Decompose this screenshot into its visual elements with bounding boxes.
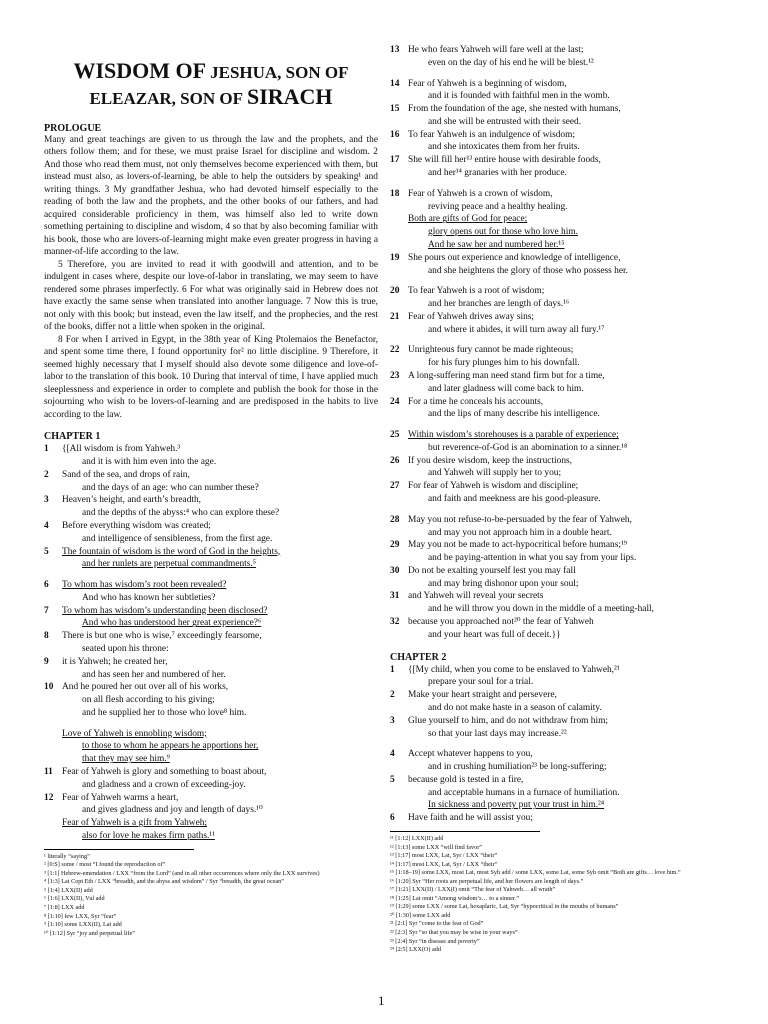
verse-number: 19 — [390, 252, 400, 263]
verse-line: and Yahweh will supply her to you; — [428, 468, 562, 479]
title-part: ELEAZAR, SON OF — [89, 89, 243, 109]
verse-number — [390, 787, 408, 800]
verse-number — [390, 90, 408, 103]
verse-number: 5 — [44, 546, 49, 557]
footnote: ²³ [2:4] Syr “in disease and poverty” — [390, 937, 480, 945]
verse-line: Unrighteous fury cannot be made righteous; — [408, 345, 574, 356]
verse-number — [390, 702, 408, 715]
verse-number: 2 — [390, 690, 395, 701]
book-title — [44, 58, 378, 111]
spacer — [44, 571, 378, 579]
spacer — [390, 740, 726, 748]
verse-number — [44, 669, 62, 682]
verse-number — [44, 507, 62, 520]
footnote: ⁹ [1:10] some LXX(II), Lat add — [44, 921, 122, 929]
verse — [44, 520, 378, 546]
verse-number: 22 — [390, 345, 400, 356]
footnote-rule — [390, 831, 540, 832]
verse-line: and she heightens the glory of those who possess her. — [428, 265, 628, 276]
verse-line: Fear of Yahweh is a crown of wisdom, — [408, 188, 553, 199]
verse-number: 16 — [390, 129, 400, 140]
verse-line: to those to whom he appears he apportions her, — [82, 741, 259, 752]
verse-line: For a time he conceals his accounts, — [408, 396, 544, 407]
verse-number — [390, 676, 408, 689]
verse-number: 27 — [390, 481, 400, 492]
verse — [390, 285, 726, 311]
verse-line: Fear of Yahweh drives away sins; — [408, 311, 535, 322]
prologue-heading: PROLOGUE — [44, 122, 102, 134]
verse — [44, 469, 378, 495]
spacer — [390, 180, 726, 188]
verse-number — [390, 442, 408, 455]
footnote: ² [0:S] some / most “I found the reproduction of” — [44, 861, 166, 869]
verse-line: and her runlets are perpetual commandments.⁵ — [82, 559, 257, 570]
verse-line: Fear of Yahweh is a gift from Yahweh; — [62, 818, 208, 829]
verse — [390, 252, 726, 278]
verse-number: 20 — [390, 286, 400, 297]
verse-number — [44, 779, 62, 792]
verse-line: If you desire wisdom, keep the instructions, — [408, 455, 573, 466]
verse — [44, 605, 378, 631]
verse-line: And he poured her out over all of his works, — [62, 682, 229, 693]
verse-line: And who has understood her great experience?⁶ — [82, 618, 262, 629]
verse — [390, 344, 726, 370]
verse-number — [44, 817, 62, 830]
verse-number: 1 — [44, 444, 49, 455]
verse-line: Accept whatever happens to you, — [408, 749, 533, 760]
verse-number — [44, 804, 62, 817]
footnote: ¹² [1:13] some LXX “will find favor” — [390, 843, 483, 851]
verse — [390, 370, 726, 396]
verse-number: 18 — [390, 188, 400, 199]
title-part: SIRACH — [246, 84, 333, 110]
verse-line: and she will be entrusted with their seed. — [428, 116, 582, 127]
prologue-paragraph: 8 For when I arrived in Egypt, in the 38th year of King Ptolemaios the Benefactor, and spent some time there, I found opportunity for² no little discipline. 9 Therefore, it seemed highly necessary that I myself should also devote some diligence and love-of-labor to the translation of this book. 10 During that interval of time, I have applied much sleeplessness and experience in order to complete and publish the book for those in the sojourning who wish to be lovers-of-learning and are predisposed in the habits to live according to the law. — [44, 334, 378, 420]
verse-number: 32 — [390, 617, 400, 628]
verse — [390, 774, 726, 812]
verse-line: that they may see him.⁹ — [82, 754, 170, 765]
verse-line: reviving peace and a healthy healing. — [428, 201, 568, 212]
verse-number — [390, 57, 408, 70]
verse — [44, 579, 378, 605]
verse-number — [44, 558, 62, 571]
verse-line: Make your heart straight and persevere, — [408, 690, 557, 701]
verse-line: Fear of Yahweh is glory and something to boast about, — [62, 767, 267, 778]
verse-number — [390, 578, 408, 591]
verse-number — [44, 830, 62, 843]
verse-line: Heaven’s height, and earth’s breadth, — [62, 495, 202, 506]
verse-number: 7 — [44, 605, 49, 616]
verse-number: 11 — [44, 767, 53, 778]
verse-line: and the lips of many describe his intelligence. — [428, 409, 600, 420]
footnote: ³ [1:1] Hebrew-emendation / LXX “from the Lord” (and in all other occurrences where only the LXX survives) — [44, 869, 320, 877]
verse-number — [390, 493, 408, 506]
verse-line: because gold is tested in a fire, — [408, 774, 524, 785]
verse-number — [44, 456, 62, 469]
verse-line: To fear Yahweh is an indulgence of wisdom; — [408, 129, 576, 140]
verse-line: {[My child, when you come to be enslaved to Yahweh,²¹ — [408, 664, 620, 675]
verse-line: Glue yourself to him, and do not withdraw from him; — [408, 715, 608, 726]
verse-number — [44, 740, 62, 753]
verse-line: She pours out experience and knowledge of intelligence, — [408, 252, 621, 263]
footnote: ⁸ [1:10] few LXX, Syr “fear” — [44, 912, 117, 920]
verse — [390, 103, 726, 129]
verse — [44, 728, 378, 766]
footnote: ²⁰ [1:30] some LXX add — [390, 911, 451, 919]
verse-line: And he saw her and numbered her.¹⁵ — [428, 239, 565, 250]
verse-number — [390, 383, 408, 396]
verse-line: and her branches are length of days.¹⁶ — [428, 299, 570, 310]
verse-number — [390, 467, 408, 480]
verse-number — [390, 298, 408, 311]
verse-number — [390, 226, 408, 239]
verse-number — [44, 533, 62, 546]
verse-number: 10 — [44, 682, 54, 693]
verse-line: and acceptable humans in a furnace of humiliation. — [428, 787, 620, 798]
verse — [390, 689, 726, 715]
verse-list — [390, 664, 726, 825]
verse-line: He who fears Yahweh will fare well at the last; — [408, 45, 584, 55]
verse-number — [390, 728, 408, 741]
verse — [390, 715, 726, 741]
verse-line: To fear Yahweh is a root of wisdom; — [408, 286, 545, 297]
verse-line: To whom has wisdom’s root been revealed? — [62, 580, 227, 591]
verse-number: 14 — [390, 78, 400, 89]
footnote: ¹⁹ [1:29] some LXX / some Lat, hexaplaric, Lat, Syr “hypocritical in the mouths of humans” — [390, 903, 619, 911]
verse-line: and Yahweh will reveal your secrets — [408, 591, 544, 602]
verse — [390, 812, 726, 825]
verse-line: it is Yahweh; he created her, — [62, 656, 168, 667]
verse-number — [390, 265, 408, 278]
verse-number — [390, 629, 408, 642]
verse-line: and it is with him even into the age. — [82, 457, 217, 468]
verse-line: Love of Yahweh is ennobling wisdom; — [62, 728, 207, 739]
verse-line: and faith and meekness are his good-pleasure. — [428, 494, 601, 504]
footnote-rule — [44, 849, 194, 850]
footnote: ¹³ [1:17] most LXX, Lat, Syr / LXX “their” — [390, 852, 498, 860]
verse-number — [44, 694, 62, 707]
verse — [390, 188, 726, 252]
verse-line: and he will throw you down in the middle of a meeting-hall, — [428, 604, 654, 615]
verse-line: and she intoxicates them from her fruits. — [428, 142, 580, 153]
verse — [44, 630, 378, 656]
verse-number: 9 — [44, 656, 49, 667]
verse — [390, 590, 726, 616]
verse-line: and in crushing humiliation²³ be long-suffering; — [428, 762, 607, 773]
verse-line: so that your last days may increase.²² — [428, 728, 567, 739]
spacer — [390, 421, 726, 429]
verse-number: 5 — [390, 774, 395, 785]
verse-number — [390, 116, 408, 129]
verse-line: May you not be made to act-hypocritical before humans;¹⁹ — [408, 540, 628, 551]
verse-number: 6 — [390, 813, 395, 824]
footnote: ¹ literally “saying” — [44, 852, 90, 860]
verse-list — [390, 44, 726, 642]
prologue-paragraph: 5 Therefore, you are invited to read it with goodwill and attention, and to be indulgent in cases where, despite our love-of-labor in translating, we may seem to have rendered some phrases imperfectly. 6 For what was originally said in Hebrew does not have exactly the same sense when translated into another language. 7 Now this is true, not only with this book; but instead, even the law itself, and the prophecies, and the rest of the books, differ not a little when spoken in the original. — [44, 259, 378, 333]
verse-line: Within wisdom’s storehouses is a parable of experience; — [408, 430, 619, 441]
footnotes — [390, 835, 726, 955]
chapter-heading: CHAPTER 2 — [390, 651, 447, 663]
spacer — [390, 277, 726, 285]
verse — [390, 616, 726, 642]
verse-number — [44, 707, 62, 720]
verse-line: and the days of an age: who can number these? — [82, 482, 259, 493]
verse-line: prepare your soul for a trial. — [428, 677, 534, 688]
verse-list — [44, 443, 378, 842]
verse-number: 23 — [390, 370, 400, 381]
verse-line: also for love he makes firm paths.¹¹ — [82, 830, 215, 841]
verse-number: 31 — [390, 591, 400, 602]
verse-number — [390, 213, 408, 226]
verse-line: but reverence-of-God is an abomination to a sinner.¹⁸ — [428, 442, 628, 453]
verse-line: and gives gladness and joy and length of days.¹⁰ — [82, 805, 263, 816]
verse-number: 30 — [390, 565, 400, 576]
verse-number: 2 — [44, 469, 49, 480]
verse — [390, 480, 726, 506]
footnote: ⁴ [1:3] Lat Copt Eth / LXX “breadth, and the abyss and wisdom” / Syr “breadth, the great ocean” — [44, 878, 284, 886]
verse-line: and do not make haste in a season of calamity. — [428, 702, 602, 713]
verse-line: {[All wisdom is from Yahweh.³ — [62, 444, 181, 455]
prologue-paragraph: Many and great teachings are given to us through the law and the prophets, and the others follow them; and for these, we must praise Israel for discipline and wisdom. 2 And those who read them must, not only themselves become experienced with them, but instead must also, as lovers-of-learning, be able to help the outsiders by speaking¹ and writing things. 3 My grandfather Jeshua, who had devoted himself especially to the reading of both the law and the prophets, and the other books of our fathers, and had acquired considerable proficiency in them, was himself also led to write down something pertaining to discipline and wisdom, 4 so that by also becoming familiar with his book, those who are lovers-of-learning might make even greater progress in having a manner-of-life according to the law. — [44, 134, 378, 258]
verse-line: There is but one who is wise,⁷ exceedingly fearsome, — [62, 631, 262, 642]
verse-number — [390, 141, 408, 154]
verse — [44, 546, 378, 572]
verse-line: Fear of Yahweh is a beginning of wisdom, — [408, 78, 567, 89]
verse — [390, 514, 726, 540]
verse — [390, 429, 726, 455]
verse-number — [390, 201, 408, 214]
verse-number — [390, 167, 408, 180]
footnote: ¹⁷ [1:21] LXX(II) / LXX(I) omit “The fear of Yahweh… all wrath” — [390, 886, 556, 894]
verse-number: 1 — [390, 664, 395, 675]
chapter-heading: CHAPTER 1 — [44, 431, 101, 443]
verse — [44, 443, 378, 469]
verse-line: Have faith and he will assist you; — [408, 813, 533, 824]
verse-number — [390, 603, 408, 616]
verse — [44, 766, 378, 792]
verse-number — [44, 592, 62, 605]
verse-line: and may bring dishonor upon your soul; — [428, 578, 579, 589]
footnote: ¹⁸ [1:25] Lat omit “Among wisdom’s… to a sinner.” — [390, 894, 519, 902]
spacer — [390, 70, 726, 78]
verse-number: 24 — [390, 396, 400, 407]
verse-number — [390, 324, 408, 337]
footnote: ¹⁰ [1:12] Syr “joy and perpetual life” — [44, 929, 135, 937]
verse-line: And who has known her subtleties? — [82, 592, 216, 603]
verse-number — [44, 643, 62, 656]
verse-line: A long-suffering man need stand firm but for a time, — [408, 370, 605, 381]
verse-line: and has seen her and numbered of her. — [82, 669, 226, 680]
verse-number — [44, 482, 62, 495]
verse-line: She will fill her¹³ entire house with desirable foods, — [408, 155, 601, 166]
verse-number: 6 — [44, 580, 49, 591]
verse-number: 4 — [44, 520, 49, 531]
footnote: ¹⁴ [1:17] most LXX, Lat, Syr / LXX “their” — [390, 860, 498, 868]
verse-line: seated upon his throne: — [82, 644, 169, 654]
verse-number: 3 — [390, 715, 395, 726]
right-column — [390, 0, 726, 955]
verse-number: 26 — [390, 455, 400, 466]
verse-number — [390, 552, 408, 565]
verse-number — [390, 799, 408, 812]
verse-line: From the foundation of the age, she nested with humans, — [408, 104, 621, 115]
verse-number: 25 — [390, 430, 400, 441]
verse-line: glory opens out for those who love him. — [428, 227, 578, 238]
verse-line: and he supplied her to those who love⁸ him. — [82, 707, 247, 718]
verse-number — [44, 728, 62, 741]
verse — [390, 565, 726, 591]
verse-line: and later gladness will come back to him. — [428, 383, 584, 394]
verse-line: Before everything wisdom was created; — [62, 520, 211, 531]
verse-line: and it is founded with faithful men in the womb. — [428, 91, 610, 102]
left-column — [44, 0, 378, 938]
footnote: ¹¹ [1:12] LXX(II) add — [390, 834, 444, 842]
footnote: ¹⁵ [1:18–19] some LXX, most Lat, most Syh add / some LXX, some Lat, some Syh omit “Both are gifts… love him.” — [390, 869, 681, 877]
page-number: 1 — [378, 993, 385, 1008]
footnote: ²¹ [2:1] Syr “come to the fear of God” — [390, 920, 484, 928]
title-part: JESHUA, SON OF — [210, 63, 349, 82]
verse-line: and her¹⁴ granaries with her produce. — [428, 168, 567, 179]
verse-number: 28 — [390, 514, 400, 525]
verse-line: Do not be exalting yourself lest you may fall — [408, 565, 576, 576]
verse-number: 4 — [390, 749, 395, 760]
verse-number — [44, 753, 62, 766]
verse-line: and where it abides, it will turn away all fury.¹⁷ — [428, 324, 605, 335]
footnote: ⁷ [1:8] LXX add — [44, 904, 85, 911]
verse-number: 13 — [390, 45, 400, 55]
verse-number: 3 — [44, 495, 49, 506]
spacer — [390, 506, 726, 514]
verse — [390, 78, 726, 104]
verse-line: The fountain of wisdom is the word of God in the heights, — [62, 546, 281, 557]
verse-line: In sickness and poverty put your trust in him.²⁴ — [428, 800, 605, 811]
spacer — [390, 336, 726, 344]
verse-line: Fear of Yahweh warms a heart, — [62, 792, 179, 803]
verse — [390, 44, 726, 70]
verse-number: 12 — [44, 792, 54, 803]
verse — [390, 311, 726, 337]
verse — [390, 455, 726, 481]
verse-number: 8 — [44, 631, 49, 642]
verse-number — [390, 357, 408, 370]
verse-line: and intelligence of sensibleness, from the first age. — [82, 533, 273, 544]
verse — [44, 656, 378, 682]
verse-number — [390, 527, 408, 540]
verse — [390, 154, 726, 180]
verse — [390, 748, 726, 774]
verse — [44, 792, 378, 843]
verse-number: 21 — [390, 311, 400, 322]
verse-line: for his fury plunges him to his downfall. — [428, 358, 580, 369]
footnotes — [44, 853, 378, 938]
verse — [44, 494, 378, 520]
verse-line: Both are gifts of God for peace; — [408, 214, 528, 225]
verse-line: and your heart was full of deceit.}} — [428, 629, 561, 640]
verse-line: because you approached not²⁰ the fear of Yahweh — [408, 617, 594, 628]
verse-line: and be paying-attention in what you say from your lips. — [428, 553, 637, 564]
verse — [390, 129, 726, 155]
verse-number: 15 — [390, 104, 400, 115]
verse — [390, 664, 726, 690]
verse-number — [390, 761, 408, 774]
footnote: ⁶ [1:6] LXX(II), Vul add — [44, 895, 105, 903]
verse-line: For fear of Yahweh is wisdom and discipline; — [408, 481, 579, 492]
verse — [390, 396, 726, 422]
verse-line: and the depths of the abyss:⁴ who can explore these? — [82, 508, 280, 519]
footnote: ²⁴ [2:5] LXX(O) add — [390, 946, 441, 954]
footnote: ²² [2:3] Syr “so that you may be wise in your ways” — [390, 928, 518, 936]
verse-number — [390, 408, 408, 421]
verse — [390, 539, 726, 565]
footnote: ¹⁶ [1:20] Syr “Her roots are perpetual life, and her flowers are length of days.” — [390, 877, 584, 885]
verse-number — [390, 239, 408, 252]
verse-line: and gladness and a crown of exceeding-joy. — [82, 779, 246, 790]
verse-number — [44, 617, 62, 630]
verse-number: 29 — [390, 540, 400, 551]
verse-line: Sand of the sea, and drops of rain, — [62, 469, 190, 480]
verse-line: and may you not approach him in a double heart. — [428, 527, 612, 538]
spacer — [44, 720, 378, 728]
title-part: WISDOM OF — [73, 58, 207, 83]
verse-number: 17 — [390, 155, 400, 166]
verse-line: on all flesh according to his giving; — [82, 695, 215, 706]
verse-line: May you not refuse-to-be-persuaded by the fear of Yahweh, — [408, 514, 632, 525]
verse-line: even on the day of his end he will be blest.¹² — [428, 57, 594, 68]
verse — [44, 681, 378, 719]
footnote: ⁵ [1:4] LXX(II) add — [44, 886, 93, 894]
verse-line: To whom has wisdom’s understanding been disclosed? — [62, 605, 268, 616]
